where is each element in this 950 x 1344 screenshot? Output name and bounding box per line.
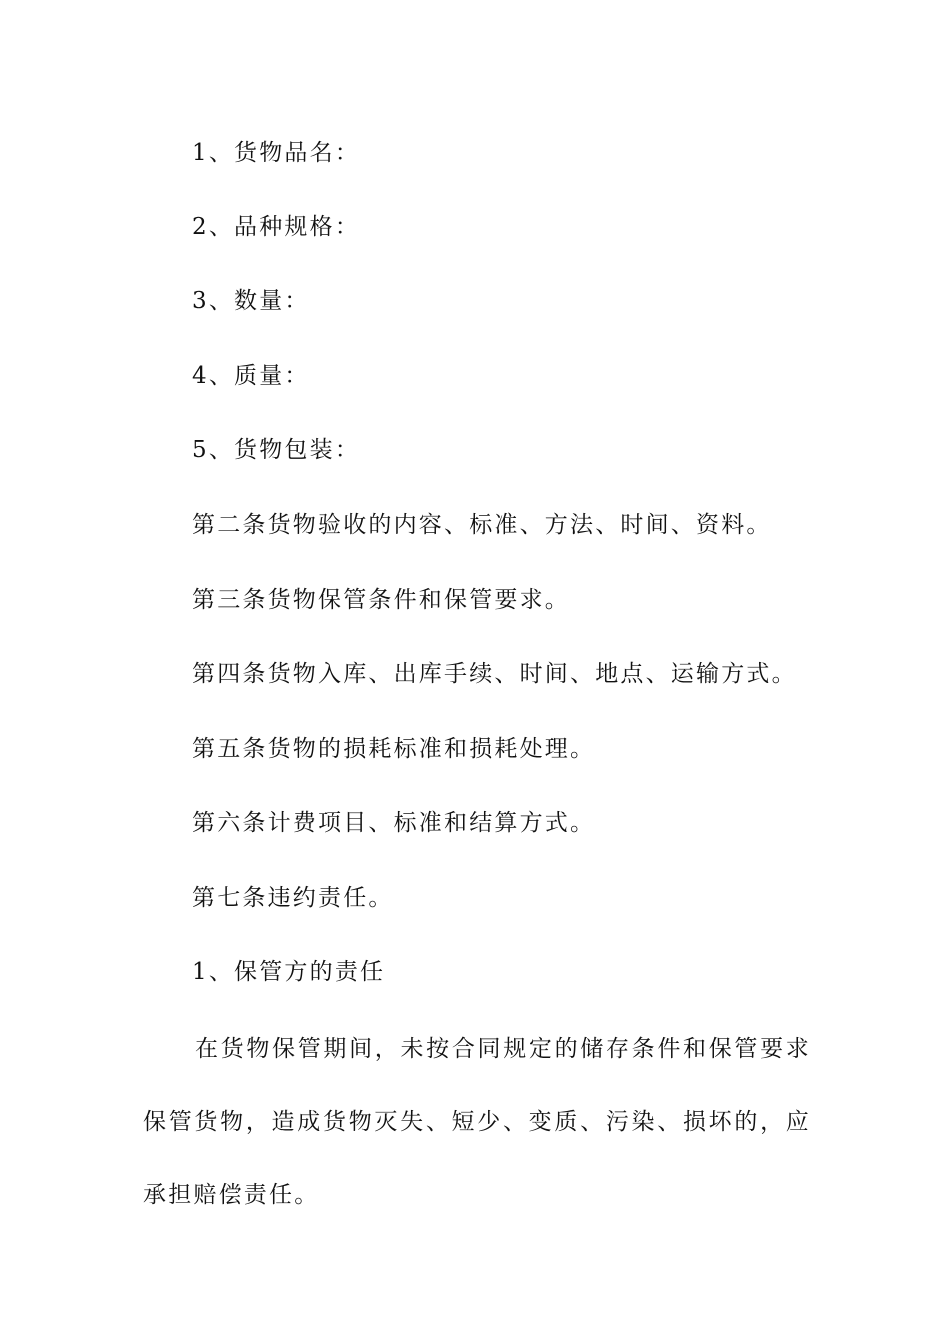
goods-item-quality: 4、质量：	[192, 363, 310, 389]
goods-item-spec: 2、品种规格：	[192, 214, 361, 240]
article-6: 第六条计费项目、标准和结算方式。	[192, 810, 596, 836]
article-7: 第七条违约责任。	[192, 885, 394, 911]
article-5: 第五条货物的损耗标准和损耗处理。	[192, 736, 596, 762]
goods-item-packaging: 5、货物包装：	[192, 437, 361, 463]
subsection-heading: 1、保管方的责任	[192, 959, 386, 985]
article-4: 第四条货物入库、出库手续、时间、地点、运输方式。	[192, 661, 797, 687]
article-3: 第三条货物保管条件和保管要求。	[192, 587, 570, 613]
liability-paragraph: 在货物保管期间，未按合同规定的储存条件和保管要求保管货物，造成货物灭失、短少、变质、污染、损坏的，应承担赔偿责任。	[143, 1036, 811, 1208]
goods-item-name: 1、货物品名：	[192, 140, 361, 166]
article-2: 第二条货物验收的内容、标准、方法、时间、资料。	[192, 512, 772, 538]
goods-item-quantity: 3、数量：	[192, 288, 310, 314]
